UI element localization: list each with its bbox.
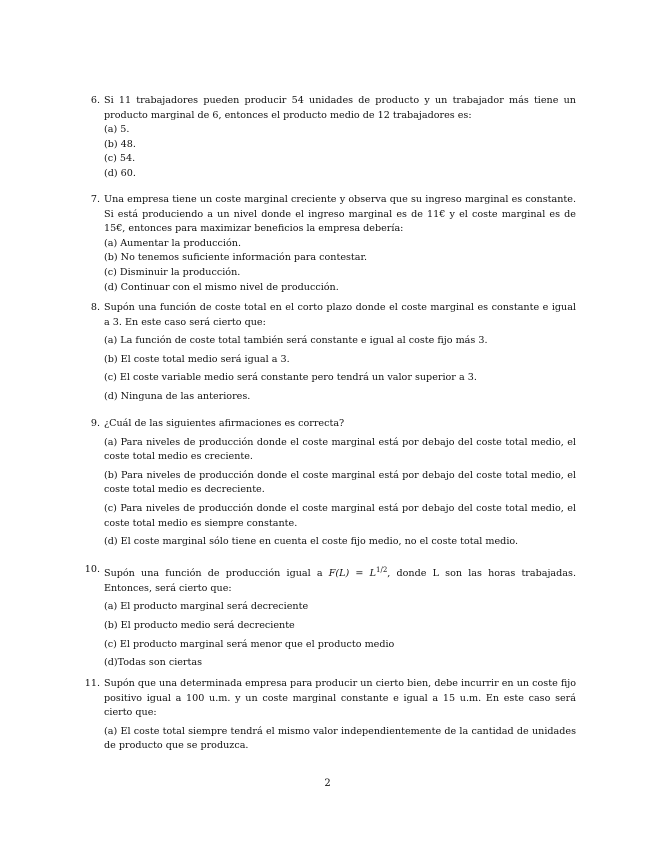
- question-number: 8.: [90, 302, 100, 313]
- option-b: (b) No tenemos suficiente información para contestar.: [104, 252, 368, 264]
- option-c: (c) 54.: [104, 153, 136, 165]
- option-a: (a) Para niveles de producción donde el coste marginal está por debajo del coste total medio, el coste total medio es creciente.: [104, 436, 576, 463]
- option-a: (a) La función de coste total también será constante e igual al coste fijo más 3.: [104, 335, 488, 347]
- option-d: (d) Ninguna de las anteriores.: [104, 390, 251, 402]
- option-a: (a) 5.: [104, 124, 130, 136]
- option-d: (d) El coste marginal sólo tiene en cuenta el coste fijo medio, no el coste total medio.: [104, 536, 519, 548]
- question-8: [86, 301, 576, 405]
- question-stem: Supón una función de coste total en el corto plazo donde el coste marginal es constante e igual a 3. En este caso será cierto que:: [104, 302, 576, 328]
- question-number: 6.: [90, 95, 100, 106]
- question-number: 10.: [84, 564, 100, 575]
- question-6: [86, 94, 576, 182]
- option-b: (b) 48.: [104, 138, 136, 150]
- page-number: 2: [324, 778, 331, 789]
- production-function-formula: F(L) = L: [328, 568, 377, 580]
- option-a: (a) El producto marginal será decreciente: [104, 601, 309, 613]
- question-7: [86, 193, 576, 295]
- option-c: (c) El coste variable medio será constante pero tendrá un valor superior a 3.: [104, 372, 477, 384]
- option-a: (a) El coste total siempre tendrá el mismo valor independientemente de la cantidad de unidades de producto que se produzca.: [104, 725, 576, 752]
- option-c: (c) El producto marginal será menor que el producto medio: [104, 638, 395, 650]
- option-a: (a) Aumentar la producción.: [104, 237, 242, 249]
- option-d: (d)Todas son ciertas: [104, 657, 203, 669]
- option-d: (d) Continuar con el mismo nivel de producción.: [104, 281, 339, 293]
- stem-text-after: , donde L son las horas trabajadas. Entonces, será cierto que:: [104, 568, 576, 594]
- question-stem: [104, 563, 576, 596]
- question-stem: ¿Cuál de las siguientes afirmaciones es correcta?: [104, 418, 345, 429]
- question-number: 9.: [90, 418, 100, 429]
- option-b: (b) Para niveles de producción donde el coste marginal está por debajo del coste total medio, el coste total medio es decreciente.: [104, 469, 576, 496]
- formula-exponent: 1/2: [376, 566, 388, 574]
- question-stem: Si 11 trabajadores pueden producir 54 unidades de producto y un trabajador más tiene un producto marginal de 6, entonces el producto medio de 12 trabajadores es:: [104, 95, 576, 121]
- option-c: (c) Disminuir la producción.: [104, 266, 241, 278]
- question-stem: Una empresa tiene un coste marginal creciente y observa que su ingreso marginal es constante. Si está produciendo a un nivel donde el ingreso marginal es de 11€ y el coste marginal es de 15€, entonces para maximizar beneficios la empresa debería:: [104, 194, 576, 235]
- option-c: (c) Para niveles de producción donde el coste marginal está por debajo del coste total medio, el coste total medio es siempre constante.: [104, 502, 576, 529]
- question-11: [86, 677, 576, 754]
- question-9: [86, 417, 576, 550]
- question-stem: Supón que una determinada empresa para producir un cierto bien, debe incurrir en un coste fijo positivo igual a 100 u.m. y un coste marginal constante e igual a 15 u.m. En este caso será cierto que:: [104, 678, 576, 719]
- question-number: 7.: [90, 194, 100, 205]
- option-b: (b) El producto medio será decreciente: [104, 619, 295, 631]
- question-number: 11.: [84, 678, 100, 689]
- question-10: [86, 563, 576, 671]
- option-b: (b) El coste total medio será igual a 3.: [104, 353, 290, 365]
- option-d: (d) 60.: [104, 167, 136, 179]
- stem-text-before: Supón una función de producción igual a: [104, 568, 329, 580]
